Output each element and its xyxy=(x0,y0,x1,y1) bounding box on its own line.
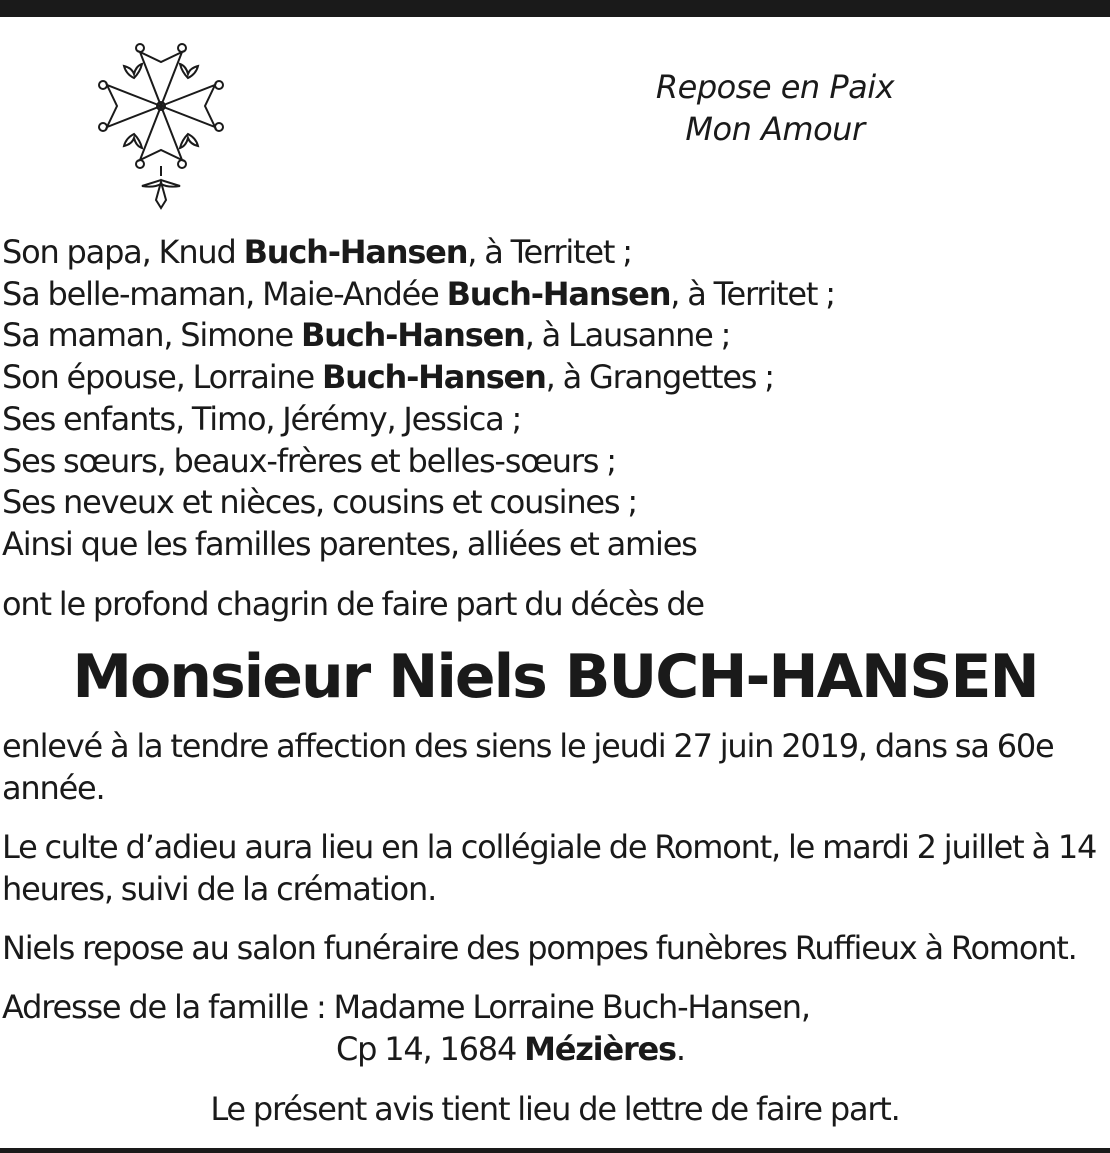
family-relation: Sa maman, Simone xyxy=(2,316,301,355)
family-location: , à Territet ; xyxy=(467,233,632,271)
family-relation: Son épouse, Lorraine xyxy=(2,358,322,397)
family-location: , à Territet ; xyxy=(670,274,835,313)
announcement: ont le profond chagrin de faire part du décès de xyxy=(2,585,704,623)
family-line xyxy=(2,357,1102,399)
address-city: Mézières xyxy=(524,1030,676,1068)
family-line: Ses enfants, Timo, Jérémy, Jessica ; xyxy=(2,399,522,438)
family-line: Ainsi que les familles parentes, alliées et amies xyxy=(2,524,697,563)
deceased-name: Monsieur Niels BUCH-HANSEN xyxy=(72,642,1038,712)
family-line: Ses sœurs, beaux-frères et belles-sœurs ; xyxy=(2,441,616,480)
family-location: , à Grangettes ; xyxy=(545,358,774,397)
family-surname: Buch-Hansen xyxy=(243,233,468,271)
family-relation: Son papa, Knud xyxy=(2,233,244,271)
address-end: . xyxy=(675,1030,685,1068)
rest-paragraph: Niels repose au salon funéraire des pompes funèbres Ruffieux à Romont. xyxy=(2,929,1077,967)
family-address xyxy=(2,986,1102,1070)
family-line: Ses neveux et nièces, cousins et cousines ; xyxy=(2,483,637,522)
address-street-line xyxy=(2,1028,1102,1070)
closing-note: Le présent avis tient lieu de lettre de faire part. xyxy=(210,1090,900,1128)
family-surname: Buch-Hansen xyxy=(446,274,671,313)
motto-line-2: Mon Amour xyxy=(685,110,865,148)
family-relation: Sa belle-maman, Maie-Andée xyxy=(2,274,447,313)
death-paragraph: enlevé à la tendre affection des siens le jeudi 27 juin 2019, dans sa 60e année. xyxy=(2,727,1054,807)
motto xyxy=(560,66,990,150)
family-line xyxy=(2,274,1102,316)
motto-line-1: Repose en Paix xyxy=(655,68,895,106)
service-paragraph: Le culte d’adieu aura lieu en la collégiale de Romont, le mardi 2 juillet à 14 heures, suivi de la crémation. xyxy=(2,828,1097,908)
family-location: , à Lausanne ; xyxy=(524,316,731,355)
family-line xyxy=(2,315,1102,357)
address-label: Adresse de la famille : Madame Lorraine Buch-Hansen, xyxy=(2,988,810,1026)
bottom-rule xyxy=(0,1148,1110,1153)
family-surname: Buch-Hansen xyxy=(321,358,546,397)
huguenot-cross-icon xyxy=(90,40,232,212)
family-list xyxy=(2,232,1102,566)
family-surname: Buch-Hansen xyxy=(300,316,525,355)
address-street: Cp 14, 1684 xyxy=(336,1030,525,1068)
top-rule xyxy=(0,0,1110,17)
family-line xyxy=(2,232,1102,274)
